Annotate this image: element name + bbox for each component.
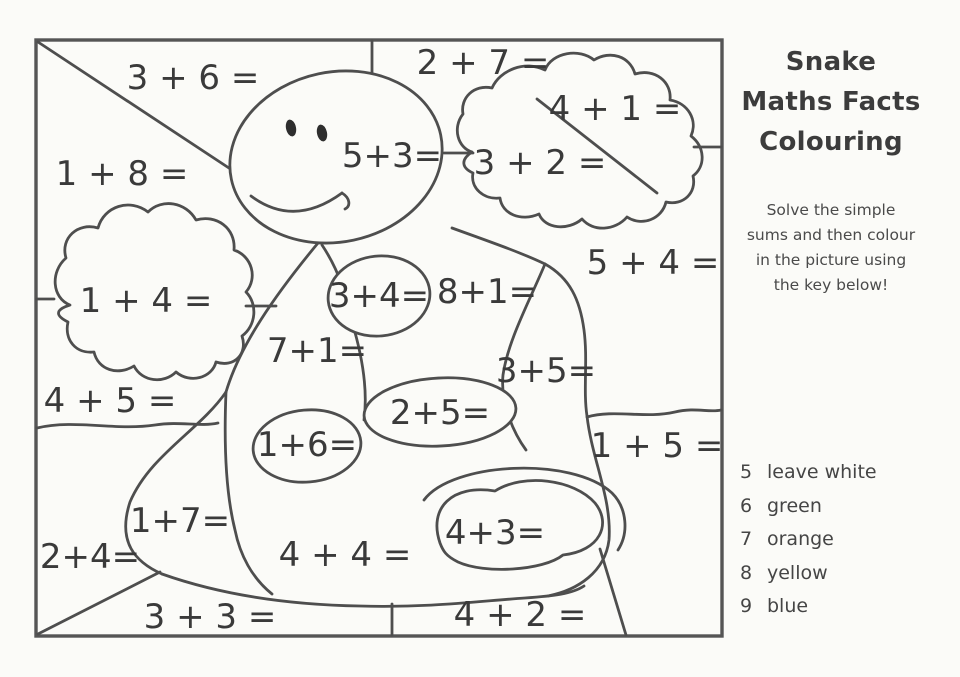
- sum-5-plus-4: 5 + 4 =: [586, 243, 720, 283]
- sum-1-plus-7: 1+7=: [129, 501, 231, 541]
- sum-4-plus-4: 4 + 4 =: [278, 535, 412, 575]
- sum-4-plus-1: 4 + 1 =: [548, 89, 682, 129]
- key-number: 9: [740, 595, 753, 617]
- sum-3-plus-3: 3 + 3 =: [143, 597, 277, 637]
- sum-2-plus-7: 2 + 7 =: [416, 43, 550, 83]
- sum-1-plus-6: 1+6=: [256, 425, 358, 465]
- sum-3-plus-6: 3 + 6 =: [126, 58, 260, 98]
- divider-bottom-right-slant: [600, 549, 626, 635]
- sum-1-plus-8: 1 + 8 =: [55, 154, 189, 194]
- instructions-line-1: Solve the simple: [766, 201, 896, 219]
- sidebar: [732, 42, 930, 624]
- key-colour: blue: [767, 595, 809, 617]
- sum-7-plus-1: 7+1=: [266, 331, 368, 371]
- instructions-line-2: sums and then colour: [746, 226, 916, 244]
- key-colour: yellow: [767, 561, 828, 584]
- key-colour: orange: [767, 528, 834, 550]
- key-number: 8: [740, 561, 753, 584]
- instructions: [732, 198, 930, 298]
- instructions-line-3: in the picture using: [755, 251, 907, 269]
- sum-1-plus-4: 1 + 4 =: [79, 281, 213, 321]
- key-item-7: [740, 523, 930, 557]
- sum-3-plus-2: 3 + 2 =: [473, 143, 607, 183]
- key-item-8: [740, 557, 930, 591]
- sum-3-plus-5: 3+5=: [495, 351, 597, 391]
- page-title: [732, 42, 930, 162]
- key-item-9: [740, 590, 930, 624]
- ground-line-right: [587, 410, 721, 417]
- instructions-line-4: the key below!: [773, 276, 889, 294]
- ground-line-left: [37, 423, 218, 428]
- title-line-1: Snake: [785, 47, 877, 77]
- key-number: 6: [740, 494, 753, 517]
- sum-4-plus-3: 4+3=: [444, 513, 546, 553]
- key-colour: green: [767, 494, 822, 517]
- sum-2-plus-5: 2+5=: [389, 393, 491, 433]
- snake-back-start: [452, 228, 545, 264]
- key-colour: leave white: [767, 461, 877, 483]
- key-item-5: [740, 456, 930, 490]
- key-item-6: [740, 490, 930, 524]
- sum-8-plus-1: 8+1=: [436, 272, 538, 312]
- colour-key: [732, 456, 930, 624]
- sum-4-plus-5: 4 + 5 =: [43, 381, 177, 421]
- sum-1-plus-5: 1 + 5 =: [590, 426, 724, 466]
- divider-bottom-left-diagonal: [38, 572, 160, 634]
- title-line-2: Maths Facts: [741, 87, 921, 117]
- sum-5-plus-3: 5+3=: [341, 136, 443, 176]
- title-line-3: Colouring: [759, 127, 903, 157]
- sum-4-plus-2: 4 + 2 =: [453, 595, 587, 635]
- key-number: 5: [740, 461, 753, 483]
- sum-2-plus-4: 2+4=: [39, 537, 141, 577]
- key-number: 7: [740, 528, 753, 550]
- sum-3-plus-4: 3+4=: [328, 276, 430, 316]
- snake-tail-inner: [225, 392, 272, 594]
